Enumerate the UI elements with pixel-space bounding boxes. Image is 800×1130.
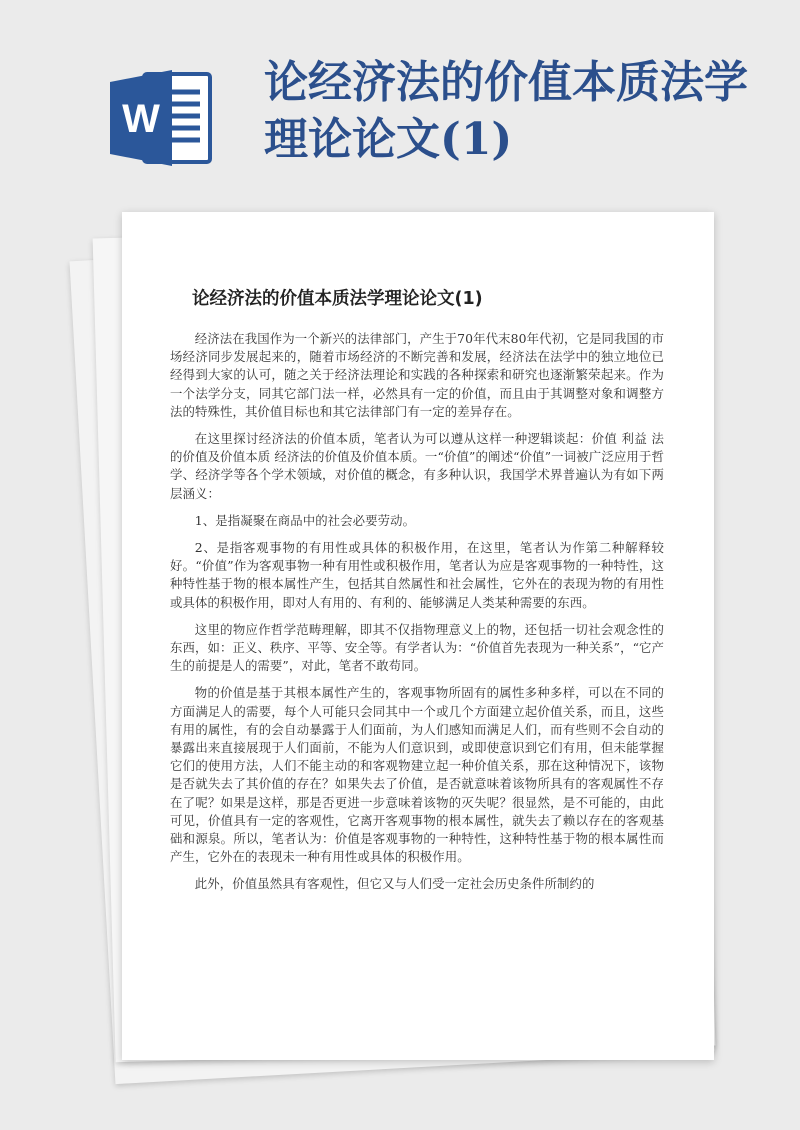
paragraph: 物的价值是基于其根本属性产生的，客观事物所固有的属性多种多样，可以在不同的方面满足人的需要，每个人可能只会同其中一个或几个方面建立起价值关系，而且，这些有用的属性，有的会自动暴露于人们面前，为人们感知而满足人们，而有些则不会自动的暴露出来直接展现于人们面前，不能为人们意识到，或即使意识到它们有用，但未能掌握它们的使用方法，人们不能主动的和客观物建立起一种价值关系，那在这种情况下，该物是否就失去了其价值的存在？如果失去了价值，是否就意味着该物所具有的客观属性不存在了呢？如果是这样，那是否更进一步意味着该物的灭失呢？很显然，是不可能的，由此可见，价值具有一定的客观性，它离开客观事物的根本属性，就失去了赖以存在的客观基础和源泉。所以，笔者认为：价值是客观事物的一种特性，这种特性基于物的根本属性而产生，它外在的表现未一种有用性或具体的积极作用。 (170, 685, 664, 865)
paragraph: 在这里探讨经济法的价值本质，笔者认为可以遵从这样一种逻辑谈起：价值 利益 法的价值及价值本质 经济法的价值及价值本质。一“价值”的阐述“价值”一词被广泛应用于哲学、经济学等各个学术领域，对价值的概念，有多种认识，我国学术界普遍认为有如下两层涵义： (170, 431, 664, 501)
document-title: 论经济法的价值本质法学理论论文(1) (192, 289, 483, 309)
paragraph: 经济法在我国作为一个新兴的法律部门，产生于70年代末80年代初，它是同我国的市场经济同步发展起来的，随着市场经济的不断完善和发展，经济法在法学中的独立地位已经得到大家的认可，随之关于经济法理论和实践的各种探索和研究也逐渐繁荣起来。作为一个法学分支，同其它部门法一样，必然具有一定的价值，而且由于其调整对象和调整方法的特殊性，其价值目标也和其它法律部门有一定的差异存在。 (170, 331, 664, 419)
paragraph: 2、是指客观事物的有用性或具体的积极作用，在这里，笔者认为作第二种解释较好。“价值”作为客观事物一种有用性或积极作用，笔者认为应是客观事物的一种特性，这种特性基于物的根本属性产生，包括其自然属性和社会属性，它外在的表现为物的有用性或具体的积极作用，即对人有用的、有利的、能够满足人类某种需要的东西。 (170, 540, 664, 610)
page-title: 论经济法的价值本质法学理论论文(1) (264, 57, 748, 165)
word-document-icon (108, 68, 216, 168)
paragraph: 这里的物应作哲学范畴理解，即其不仅指物理意义上的物，还包括一切社会观念性的东西，如：正义、秩序、平等、安全等。有学者认为：“价值首先表现为一种关系”，“它产生的前提是人的需要”，对此，笔者不敢苟同。 (170, 621, 664, 674)
paragraph: 1、是指凝聚在商品中的社会必要劳动。 (194, 512, 416, 528)
document-body (170, 330, 664, 903)
document-page (122, 212, 714, 1060)
paragraph: 此外，价值虽然具有客观性，但它又与人们受一定社会历史条件所制约的 (194, 876, 595, 892)
word-icon-letter: W (122, 97, 160, 141)
